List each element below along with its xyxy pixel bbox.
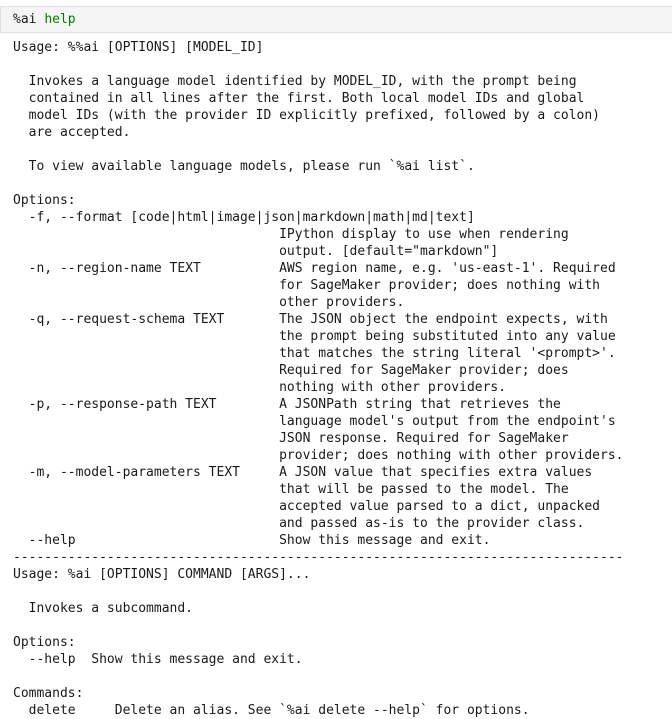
magic-command: %ai bbox=[13, 12, 37, 27]
magic-subcommand: help bbox=[44, 12, 76, 27]
code-input-cell[interactable] bbox=[0, 6, 672, 33]
cell-output: Usage: %%ai [OPTIONS] [MODEL_ID] Invokes a language model identified by MODEL_ID, with the prompt being contained in all lines after the first. Both local model IDs and global model IDs (with the provider ID explicitly prefixed, followed by a colon) are accepted. To view available language models, please run `%ai list`. Options: -f, --format [code|html|image|json|markdown|math|md|text] IPython display to use when rendering output. [default="markdown"] -n, --region-name TEXT AWS region name, e.g. 'us-east-1'. Required for SageMaker provider; does nothing with other providers. -q, --request-schema TEXT The JSON object the endpoint expects, with the prompt being substituted into any value that matches the string literal '<prompt>'. Required for SageMaker provider; does nothing with other providers. -p, --response-path TEXT A JSONPath string that retrieves the language model's output from the endpoint's JSON response. Required for SageMaker provider; does nothing with other providers. -m, --model-parameters TEXT A JSON value that specifies extra values that will be passed to the model. The accepted value parsed to a dict, unpacked and passed as-is to the provider class. --help Show this message and exit. ------------------------------------------------------------------------------ Usage: %ai [OPTIONS] COMMAND [ARGS]... Invokes a subcommand. Options: --help Show this message and exit. Commands: delete Delete an alias. See `%ai delete --help` for options. bbox=[13, 40, 624, 718]
